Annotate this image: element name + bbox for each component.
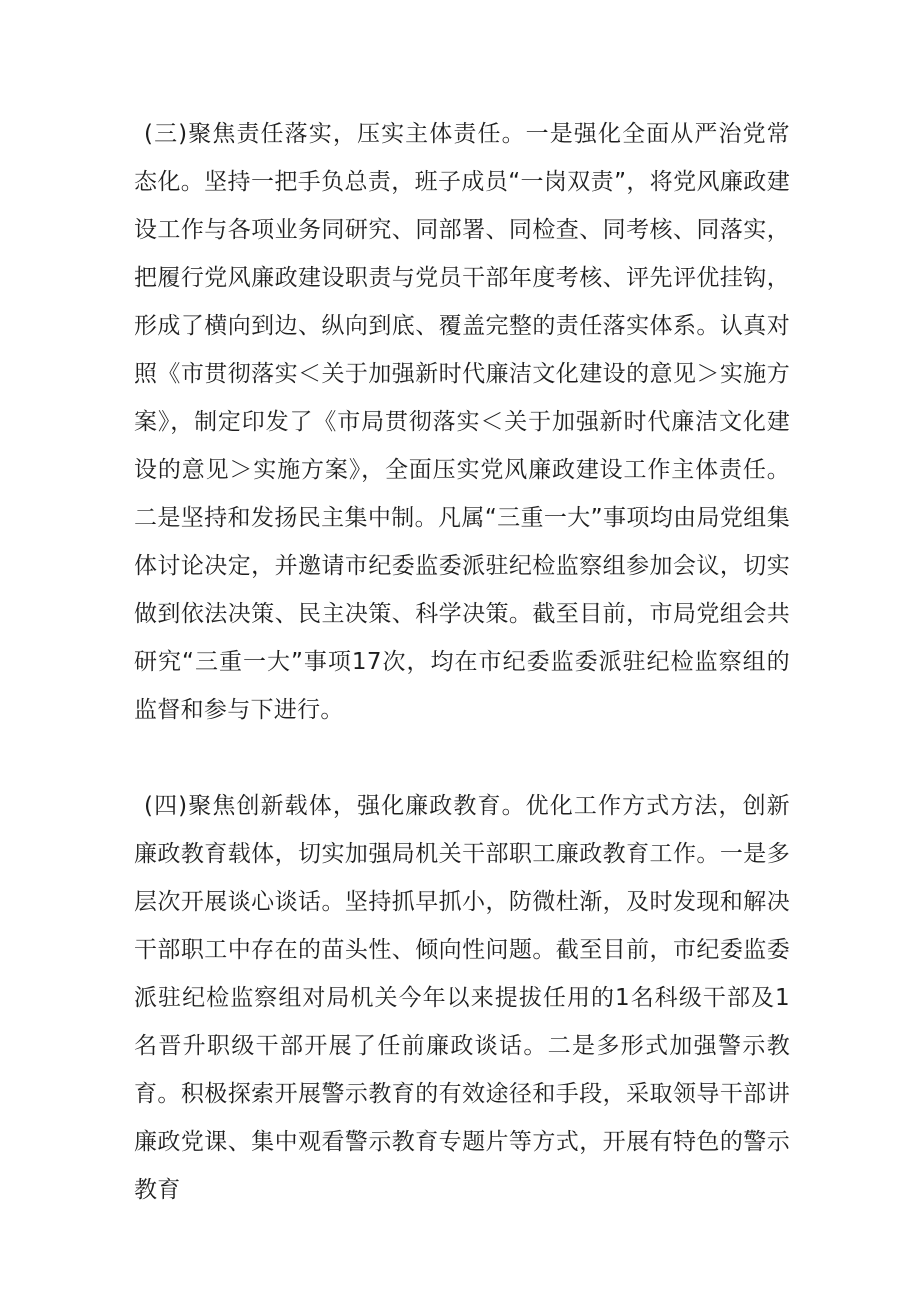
paragraph-responsibility: (三)聚焦责任落实，压实主体责任。一是强化全面从严治党常态化。坚持一把手负总责，班子成员“一岗双责”，将党风廉政建设工作与各项业务同研究、同部署、同检查、同考核、同落实，把履行党风廉政建设职责与党员干部年度考核、评先评优挂钩，形成了横向到边、纵向到底、覆盖完整的责任落实体系。认真对照《市贯彻落实＜关于加强新时代廉洁文化建设的意见＞实施方案》，制定印发了《市局贯彻落实＜关于加强新时代廉洁文化建设的意见＞实施方案》，全面压实党风廉政建设工作主体责任。二是坚持和发扬民主集中制。凡属“三重一大”事项均由局党组集体讨论决定，并邀请市纪委监委派驻纪检监察组参加会议，切实做到依法决策、民主决策、科学决策。截至目前，市局党组会共研究“三重一大”事项17次，均在市纪委监委派驻纪检监察组的监督和参与下进行。 [134,121,790,723]
paragraph-education: (四)聚焦创新载体，强化廉政教育。优化工作方式方法，创新廉政教育载体，切实加强局机关干部职工廉政教育工作。一是多层次开展谈心谈话。坚持抓早抓小，防微杜渐，及时发现和解决干部职工中存在的苗头性、倾向性问题。截至目前，市纪委监委派驻纪检监察组对局机关今年以来提拔任用的1名科级干部及1名晋升职级干部开展了任前廉政谈话。二是多形式加强警示教育。积极探索开展警示教育的有效途径和手段，采取领导干部讲廉政党课、集中观看警示教育专题片等方式，开展有特色的警示教育 [134,793,790,1203]
